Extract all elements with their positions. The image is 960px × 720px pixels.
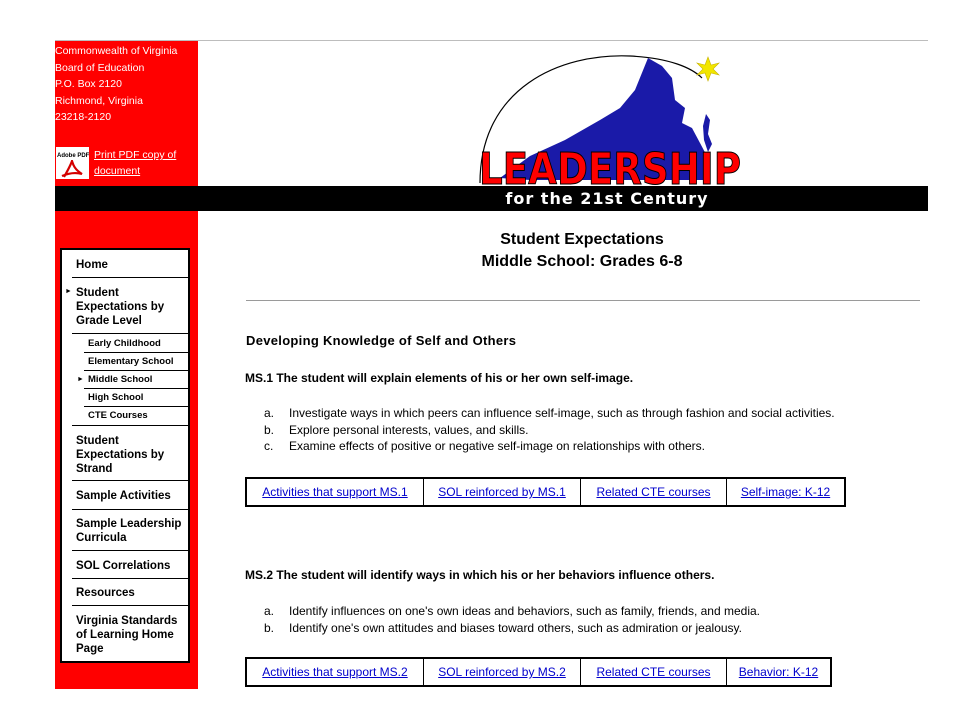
nav-divider	[72, 605, 188, 606]
current-page-arrow-icon: ►	[77, 376, 84, 383]
nav-label-line[interactable]: Sample Leadership	[76, 518, 182, 530]
title-divider	[246, 300, 920, 301]
list-item	[264, 603, 760, 620]
nav-divider	[72, 480, 188, 481]
nav-middle-school[interactable]: Middle School	[88, 374, 153, 385]
nav-divider	[72, 509, 188, 510]
ms2-cte-link[interactable]: Related CTE courses	[581, 659, 727, 685]
list-item-text: Identify influences on one's own ideas and behaviors, such as family, friends, and media.	[289, 604, 761, 618]
ms2-sol-link[interactable]: SOL reinforced by MS.2	[424, 659, 581, 685]
nav-divider	[72, 550, 188, 551]
list-item	[264, 422, 835, 439]
nav-label-line[interactable]: of Learning Home	[76, 629, 174, 641]
nav-label-line[interactable]: Virginia Standards	[76, 615, 178, 627]
list-item	[264, 438, 835, 455]
nav-sample-leadership-curricula[interactable]	[76, 517, 188, 545]
nav-label-line[interactable]: Page	[76, 643, 104, 655]
nav-label-line[interactable]: Student	[76, 435, 119, 447]
list-marker: b.	[264, 620, 275, 635]
pdf-link-line[interactable]: Print PDF copy of	[94, 149, 177, 161]
ms2-objectives-list	[264, 603, 760, 636]
print-pdf	[56, 147, 196, 181]
star-icon	[697, 57, 719, 81]
page-title: Student Expectations	[500, 231, 664, 248]
list-marker: c.	[264, 439, 274, 453]
nav-label-line[interactable]: Grade Level	[76, 315, 142, 327]
ms1-sol-link[interactable]: SOL reinforced by MS.1	[424, 479, 581, 505]
nav-label-line[interactable]: Curricula	[76, 532, 127, 544]
standard-ms1-heading: MS.1 The student will explain elements of his or her own self-image.	[245, 371, 634, 385]
nav-student-expectations-by-strand[interactable]	[76, 434, 188, 476]
nav-label-line[interactable]: Expectations by	[76, 301, 165, 313]
nav-high-school[interactable]: High School	[88, 392, 144, 403]
list-item-text: Investigate ways in which peers can influence self-image, such as through fashion and social activities.	[289, 406, 835, 420]
nav-subdivider	[84, 352, 188, 353]
ms2-activities-link[interactable]: Activities that support MS.2	[247, 659, 424, 685]
nav-subdivider	[84, 388, 188, 389]
ms1-links-table	[245, 477, 846, 507]
nav-subdivider	[84, 406, 188, 407]
board-address	[55, 43, 198, 126]
list-item-text: Identify one's own attitudes and biases toward others, such as admiration or jealousy.	[289, 620, 742, 635]
list-item	[264, 405, 835, 422]
main-nav	[60, 248, 190, 663]
nav-label-line[interactable]: Student	[76, 287, 119, 299]
nav-divider	[72, 333, 188, 334]
list-marker: b.	[264, 422, 275, 437]
section-heading: Developing Knowledge of Self and Others	[246, 333, 517, 348]
nav-divider	[72, 277, 188, 278]
address-line: 23218-2120	[55, 111, 112, 123]
page-subtitle: Middle School: Grades 6-8	[481, 253, 683, 270]
logo-word: LEADERSHIP	[479, 144, 741, 195]
nav-sol-correlations[interactable]: SOL Correlations	[76, 560, 171, 572]
nav-virginia-sol-home-page[interactable]	[76, 614, 188, 656]
ms1-cte-link[interactable]: Related CTE courses	[581, 479, 727, 505]
list-item-text: Examine effects of positive or negative self-image on relationships with others.	[289, 439, 705, 453]
nav-resources[interactable]: Resources	[76, 587, 135, 599]
ms1-k12-link[interactable]: Self-image: K-12	[740, 485, 831, 499]
address-line: Board of Education	[55, 61, 145, 74]
ms2-k12-link[interactable]: Behavior: K-12	[738, 665, 819, 679]
current-section-arrow-icon: ►	[65, 288, 72, 295]
ms2-links-table	[245, 657, 832, 687]
ms1-objectives-list	[264, 405, 835, 455]
ms1-activities-link[interactable]: Activities that support MS.1	[247, 479, 424, 505]
nav-cte-courses[interactable]: CTE Courses	[88, 410, 148, 421]
address-line: Richmond, Virginia	[55, 94, 143, 107]
pdf-icon-label: Adobe PDF	[57, 153, 90, 159]
logo-tagline: for the 21st Century	[505, 189, 709, 208]
acrobat-swirl-icon	[60, 160, 86, 178]
nav-label-line[interactable]: Strand	[76, 463, 113, 475]
standard-ms2-heading: MS.2 The student will identify ways in which his or her behaviors influence others.	[245, 568, 715, 582]
list-marker: a.	[264, 604, 275, 618]
nav-label-line[interactable]: Expectations by	[76, 449, 165, 461]
nav-divider	[72, 578, 188, 579]
pdf-link-line[interactable]: document	[94, 165, 141, 177]
address-line: P.O. Box 2120	[55, 78, 122, 90]
list-marker: a.	[264, 406, 275, 420]
nav-home[interactable]: Home	[76, 259, 108, 271]
nav-student-expectations-by-grade-level[interactable]	[76, 286, 188, 328]
list-item	[264, 620, 760, 637]
print-pdf-link[interactable]	[94, 147, 176, 179]
nav-elementary-school[interactable]: Elementary School	[88, 356, 174, 367]
address-line: Commonwealth of Virginia	[55, 45, 178, 57]
adobe-pdf-icon[interactable]	[56, 147, 89, 179]
list-item-text: Explore personal interests, values, and skills.	[289, 422, 529, 437]
nav-early-childhood[interactable]: Early Childhood	[88, 338, 161, 349]
nav-divider	[72, 425, 188, 426]
nav-sample-activities[interactable]: Sample Activities	[76, 490, 171, 502]
nav-subdivider	[84, 370, 188, 371]
